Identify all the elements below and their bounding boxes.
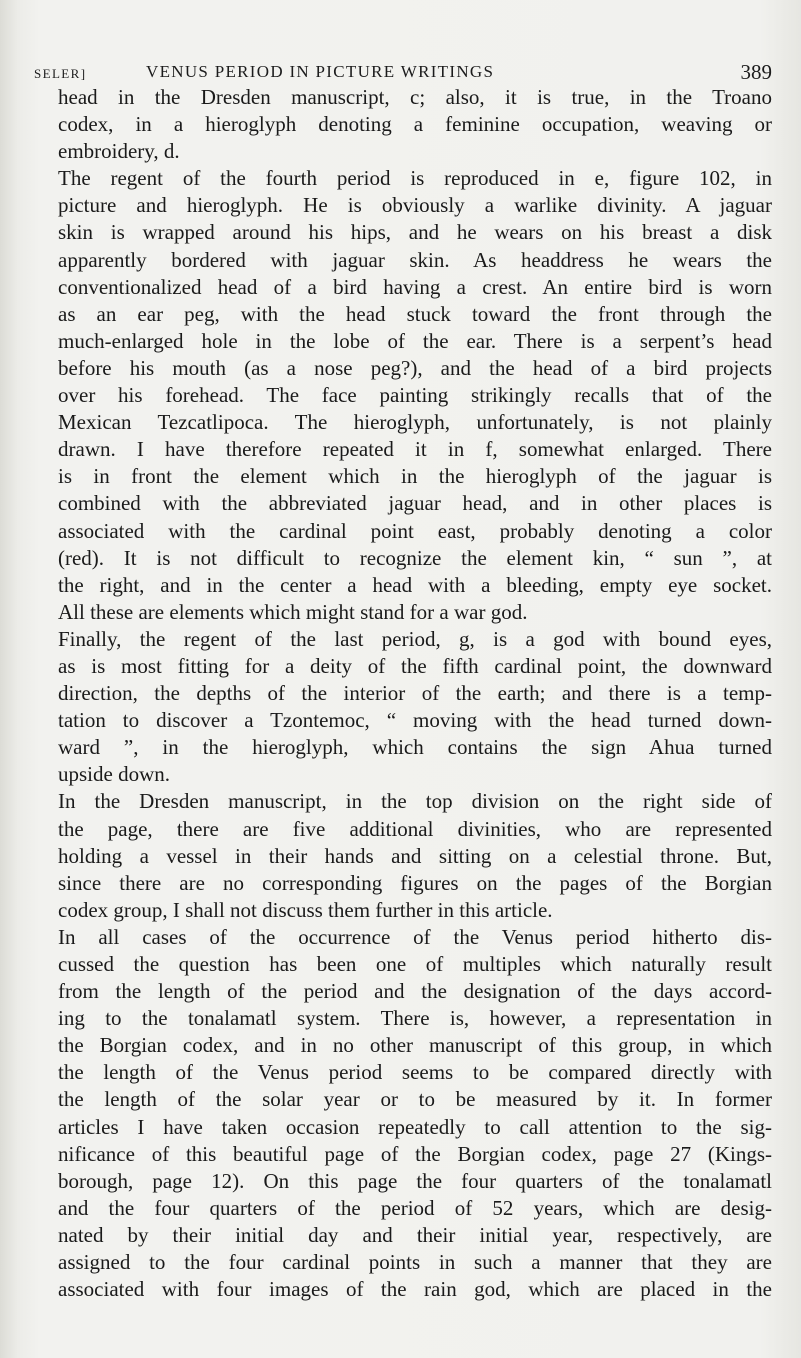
text-line: skin is wrapped around his hips, and he wears on his breast a disk xyxy=(58,220,772,245)
text-line: holding a vessel in their hands and sitting on a celestial throne. But, xyxy=(58,843,772,868)
text-line: from the length of the period and the designation of the days accord- xyxy=(58,979,772,1004)
text-line: ward ”, in the hieroglyph, which contains the sign Ahua turned xyxy=(58,735,772,760)
text-line: nificance of this beautiful page of the Borgian codex, page 27 (Kings- xyxy=(58,1141,772,1166)
text-line: as is most fitting for a deity of the fifth cardinal point, the downward xyxy=(58,653,772,678)
text-line: the length of the Venus period seems to be compared directly with xyxy=(58,1060,772,1085)
text-line: as an ear peg, with the head stuck toward the front through the xyxy=(58,301,772,326)
text-line: much-enlarged hole in the lobe of the ear. There is a serpent’s head xyxy=(58,328,772,353)
text-line: (red). It is not difficult to recognize the element kin, “ sun ”, at xyxy=(58,545,772,570)
running-header xyxy=(34,62,772,86)
text-line: before his mouth (as a nose peg?), and the head of a bird projects xyxy=(58,355,772,380)
page-number: 389 xyxy=(740,60,772,84)
text-line: borough, page 12). On this page the four quarters of the tonalamatl xyxy=(58,1168,772,1193)
text-line: Finally, the regent of the last period, g, is a god with bound eyes, xyxy=(58,626,772,651)
text-line: assigned to the four cardinal points in such a manner that they are xyxy=(58,1250,772,1275)
text-line: In the Dresden manuscript, in the top division on the right side of xyxy=(58,789,772,814)
text-line: over his forehead. The face painting strikingly recalls that of the xyxy=(58,383,772,408)
body-text xyxy=(58,84,772,1303)
text-line: combined with the abbreviated jaguar head, and in other places is xyxy=(58,491,772,516)
text-line: ing to the tonalamatl system. There is, however, a representation in xyxy=(58,1006,772,1031)
text-line: articles I have taken occasion repeatedly to call attention to the sig- xyxy=(58,1114,772,1139)
text-line: apparently bordered with jaguar skin. As headdress he wears the xyxy=(58,247,772,272)
text-line: drawn. I have therefore repeated it in f, somewhat enlarged. There xyxy=(58,437,772,462)
text-line: the page, there are five additional divinities, who are represented xyxy=(58,816,772,841)
text-line: conventionalized head of a bird having a crest. An entire bird is worn xyxy=(58,274,772,299)
text-line: associated with four images of the rain god, which are placed in the xyxy=(58,1277,772,1302)
text-line: Mexican Tezcatlipoca. The hieroglyph, unfortunately, is not plainly xyxy=(58,410,772,435)
text-line: head in the Dresden manuscript, c; also, it is true, in the Troano xyxy=(58,85,772,109)
text-line: codex, in a hieroglyph denoting a feminine occupation, weaving or xyxy=(58,112,772,137)
text-line: All these are elements which might stand for a war god. xyxy=(58,599,528,624)
text-line: The regent of the fourth period is reproduced in e, figure 102, in xyxy=(58,166,772,191)
text-line: tation to discover a Tzontemoc, “ moving with the head turned down- xyxy=(58,708,772,733)
text-line: associated with the cardinal point east, probably denoting a color xyxy=(58,518,772,543)
text-line: upside down. xyxy=(58,762,170,787)
text-line: nated by their initial day and their initial year, respectively, are xyxy=(58,1222,772,1247)
text-line: since there are no corresponding figures on the pages of the Borgian xyxy=(58,870,772,895)
text-line: is in front the element which in the hieroglyph of the jaguar is xyxy=(58,464,772,489)
text-line: embroidery, d. xyxy=(58,139,180,164)
text-line: direction, the depths of the interior of the earth; and there is a temp- xyxy=(58,681,772,706)
header-title: VENUS PERIOD IN PICTURE WRITINGS xyxy=(146,62,495,81)
text-line: codex group, I shall not discuss them further in this article. xyxy=(58,897,553,922)
text-line: and the four quarters of the period of 52 years, which are desig- xyxy=(58,1195,772,1220)
text-line: the Borgian codex, and in no other manuscript of this group, in which xyxy=(58,1033,772,1058)
text-line: the length of the solar year or to be measured by it. In former xyxy=(58,1087,772,1112)
text-line: the right, and in the center a head with a bleeding, empty eye socket. xyxy=(58,572,772,597)
header-author: SELER] xyxy=(34,66,87,81)
text-line: In all cases of the occurrence of the Venus period hitherto dis- xyxy=(58,924,772,949)
text-line: cussed the question has been one of multiples which naturally result xyxy=(58,952,772,976)
text-line: picture and hieroglyph. He is obviously a warlike divinity. A jaguar xyxy=(58,193,772,218)
